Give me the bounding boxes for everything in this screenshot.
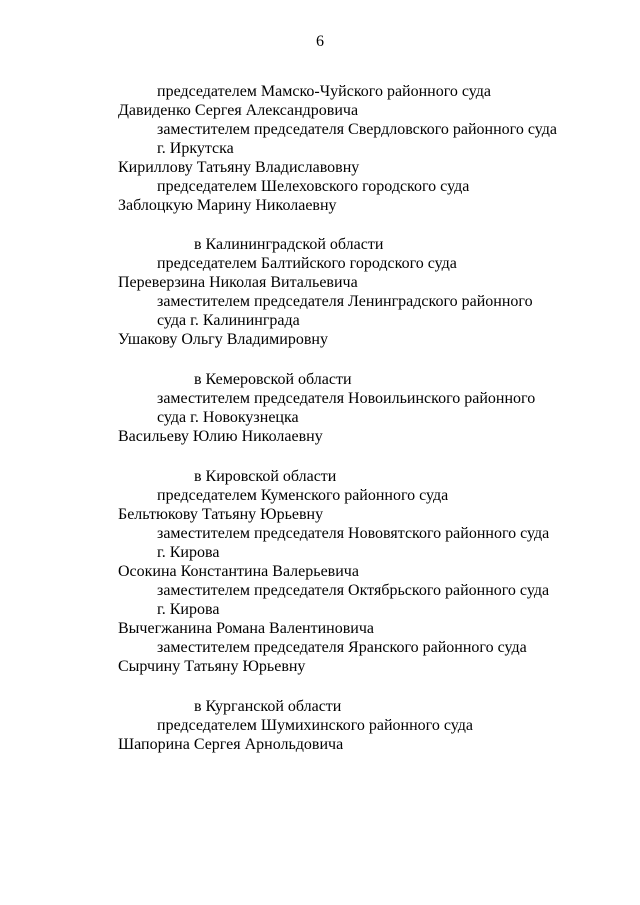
position-line: заместителем председателя Октябрьского районного суда [157, 582, 550, 599]
position-line: заместителем председателя Яранского районного суда [157, 639, 527, 656]
person-name: Осокина Константина Валерьевича [118, 563, 359, 580]
position-line: суда г. Калининграда [157, 312, 300, 329]
person-name: Давиденко Сергея Александровича [118, 102, 359, 119]
region-heading: в Кемеровской области [194, 371, 352, 388]
position-line: председателем Мамско-Чуйского районного суда [157, 83, 492, 100]
position-line: г. Иркутска [157, 140, 234, 157]
person-name: Ушакову Ольгу Владимировну [118, 331, 328, 348]
position-line: заместителем председателя Ленинградского районного [157, 293, 533, 310]
position-line: председателем Балтийского городского суда [157, 255, 457, 272]
person-name: Шапорина Сергея Арнольдовича [118, 736, 344, 753]
region-heading: в Калининградской области [194, 236, 384, 253]
position-line: суда г. Новокузнецка [157, 409, 299, 426]
person-name: Бельтюкову Татьяну Юрьевну [118, 506, 324, 523]
position-line: г. Кирова [157, 544, 220, 561]
position-line: г. Кирова [157, 601, 220, 618]
person-name: Вычегжанина Романа Валентиновича [118, 620, 374, 637]
region-heading: в Кировской области [194, 468, 337, 485]
position-line: председателем Куменского районного суда [157, 487, 449, 504]
person-name: Заблоцкую Марину Николаевну [118, 197, 337, 214]
position-line: заместителем председателя Нововятского районного суда [157, 525, 550, 542]
region-heading: в Курганской области [194, 698, 342, 715]
position-line: председателем Шумихинского районного суда [157, 717, 473, 734]
person-name: Сырчину Татьяну Юрьевну [118, 658, 306, 675]
position-line: председателем Шелеховского городского суда [157, 178, 470, 195]
person-name: Кириллову Татьяну Владиславовну [118, 159, 360, 176]
person-name: Васильеву Юлию Николаевну [118, 428, 323, 445]
person-name: Переверзина Николая Витальевича [118, 274, 358, 291]
page-number: 6 [316, 33, 324, 50]
position-line: заместителем председателя Новоильинского районного [157, 390, 536, 407]
position-line: заместителем председателя Свердловского районного суда [157, 121, 557, 138]
